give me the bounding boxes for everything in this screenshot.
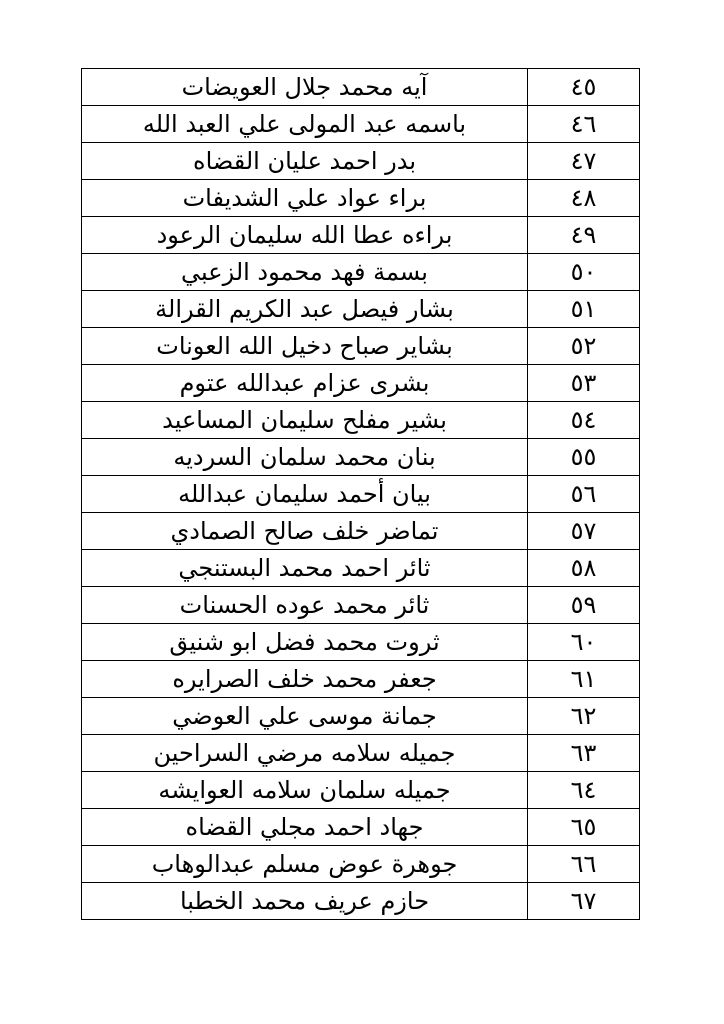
table-row [82,624,640,661]
names-table [81,68,640,920]
number-cell: ٦٠ [528,624,640,661]
name-cell: جوهرة عوض مسلم عبدالوهاب [82,846,528,883]
number-cell: ٤٧ [528,143,640,180]
name-cell: ثروت محمد فضل ابو شنيق [82,624,528,661]
name-cell: بشرى عزام عبدالله عتوم [82,365,528,402]
table-row [82,661,640,698]
name-cell: جمانة موسى علي العوضي [82,698,528,735]
table-row [82,69,640,106]
number-cell: ٦٤ [528,772,640,809]
name-cell: بيان أحمد سليمان عبدالله [82,476,528,513]
name-cell: بشاير صباح دخيل الله العونات [82,328,528,365]
table-row [82,809,640,846]
name-cell: ثائر محمد عوده الحسنات [82,587,528,624]
name-cell: بنان محمد سلمان السرديه [82,439,528,476]
table-row [82,698,640,735]
table-row [82,328,640,365]
number-cell: ٦١ [528,661,640,698]
name-cell: جهاد احمد مجلي القضاه [82,809,528,846]
table-row [82,402,640,439]
name-cell: بشير مفلح سليمان المساعيد [82,402,528,439]
name-cell: باسمه عبد المولى علي العبد الله [82,106,528,143]
name-cell: بدر احمد عليان القضاه [82,143,528,180]
table-row [82,735,640,772]
number-cell: ٦٧ [528,883,640,920]
table-row [82,513,640,550]
name-cell: حازم عريف محمد الخطبا [82,883,528,920]
table-row [82,846,640,883]
table-row [82,550,640,587]
number-cell: ٤٩ [528,217,640,254]
table-row [82,217,640,254]
table-row [82,587,640,624]
table-row [82,365,640,402]
number-cell: ٤٨ [528,180,640,217]
name-cell: تماضر خلف صالح الصمادي [82,513,528,550]
table-row [82,106,640,143]
name-cell: جميله سلمان سلامه العوايشه [82,772,528,809]
name-cell: بسمة فهد محمود الزعبي [82,254,528,291]
name-cell: آيه محمد جلال العويضات [82,69,528,106]
number-cell: ٥٢ [528,328,640,365]
number-cell: ٥٥ [528,439,640,476]
number-cell: ٥٠ [528,254,640,291]
number-cell: ٤٥ [528,69,640,106]
table-row [82,439,640,476]
name-cell: ثائر احمد محمد البستنجي [82,550,528,587]
name-cell: بشار فيصل عبد الكريم القرالة [82,291,528,328]
number-cell: ٥٣ [528,365,640,402]
name-cell: براءه عطا الله سليمان الرعود [82,217,528,254]
number-cell: ٥٧ [528,513,640,550]
table-row [82,772,640,809]
table-row [82,143,640,180]
number-cell: ٦٥ [528,809,640,846]
number-cell: ٥١ [528,291,640,328]
number-cell: ٤٦ [528,106,640,143]
number-cell: ٥٩ [528,587,640,624]
name-cell: جميله سلامه مرضي السراحين [82,735,528,772]
number-cell: ٥٦ [528,476,640,513]
table-row [82,291,640,328]
number-cell: ٥٨ [528,550,640,587]
table-row [82,476,640,513]
number-cell: ٦٣ [528,735,640,772]
name-cell: براء عواد علي الشديفات [82,180,528,217]
name-cell: جعفر محمد خلف الصرايره [82,661,528,698]
number-cell: ٥٤ [528,402,640,439]
number-cell: ٦٢ [528,698,640,735]
number-cell: ٦٦ [528,846,640,883]
table-body [82,69,640,920]
table-row [82,883,640,920]
table-row [82,180,640,217]
table-row [82,254,640,291]
